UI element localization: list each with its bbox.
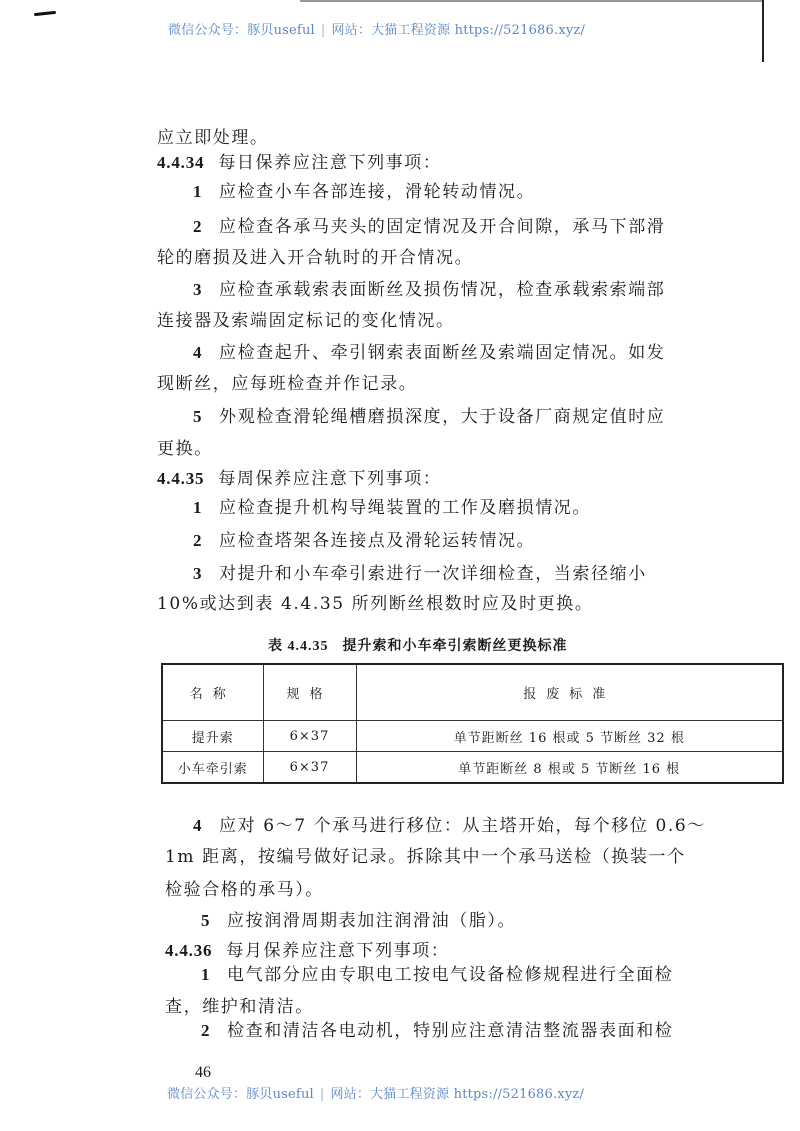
watermark-site: 网站：大猫工程资源 https://521686.xyz/ <box>330 1087 585 1102</box>
section-title: 每月保养应注意下列事项： <box>226 941 450 961</box>
section-title: 每日保养应注意下列事项： <box>218 153 442 173</box>
scan-mark <box>34 11 56 16</box>
scan-edge-right <box>762 0 764 62</box>
watermark-account: 微信公众号：豚贝useful <box>167 1087 314 1102</box>
list-item-continuation: 更换。 <box>157 439 213 459</box>
list-item: 4 应对 6～7 个承马进行移位：从主塔开始，每个移位 0.6～ <box>193 816 706 836</box>
watermark-separator: | <box>320 23 326 38</box>
list-item-continuation: 10%或达到表 4.4.35 所列断丝根数时应及时更换。 <box>157 594 594 614</box>
header-spec: 规格 <box>263 664 356 721</box>
cell-spec: 6×37 <box>263 721 356 752</box>
header-scrap-standard: 报废标准 <box>356 664 783 721</box>
list-item: 5 外观检查滑轮绳槽磨损深度，大于设备厂商规定值时应 <box>193 407 666 427</box>
section-number: 4.4.34 <box>157 153 205 172</box>
watermark-top <box>168 19 585 38</box>
table-row <box>162 752 783 784</box>
scan-edge-top <box>300 0 764 2</box>
list-item-continuation: 连接器及索端固定标记的变化情况。 <box>157 311 455 331</box>
section-heading-4-4-35 <box>157 468 442 490</box>
section-heading-4-4-36 <box>165 940 450 962</box>
header-name: 名称 <box>162 664 263 721</box>
list-item: 1 应检查小车各部连接，滑轮转动情况。 <box>193 182 536 202</box>
table-title: 提升索和小车牵引索断丝更换标准 <box>342 638 568 654</box>
table-row <box>162 721 783 752</box>
section-title: 每周保养应注意下列事项： <box>218 469 442 489</box>
section-number: 4.4.35 <box>157 469 205 488</box>
section-heading-4-4-34 <box>157 152 442 174</box>
list-item-continuation: 1m 距离，按编号做好记录。拆除其中一个承马送检（换装一个 <box>165 847 686 867</box>
table-header-row <box>162 664 783 721</box>
list-item: 3 应检查承载索表面断丝及损伤情况，检查承载索索端部 <box>193 280 666 300</box>
cell-name: 提升索 <box>162 721 263 752</box>
table-number: 表 4.4.35 <box>268 639 329 654</box>
list-item: 2 应检查塔架各连接点及滑轮运转情况。 <box>193 531 536 551</box>
list-item: 2 检查和清洁各电动机，特别应注意清洁整流器表面和检 <box>201 1021 674 1041</box>
list-item: 2 应检查各承马夹头的固定情况及开合间隙，承马下部滑 <box>193 217 666 237</box>
list-item: 3 对提升和小车牵引索进行一次详细检查，当索径缩小 <box>193 564 647 584</box>
list-item: 5 应按润滑周期表加注润滑油（脂）。 <box>201 911 517 931</box>
cell-spec: 6×37 <box>263 752 356 784</box>
list-item-continuation: 现断丝，应每班检查并作记录。 <box>157 374 418 394</box>
watermark-bottom <box>167 1083 584 1102</box>
cell-standard: 单节距断丝 16 根或 5 节断丝 32 根 <box>356 721 783 752</box>
cell-name: 小车牵引索 <box>162 752 263 784</box>
section-number: 4.4.36 <box>165 941 213 960</box>
replacement-standard-table <box>161 663 784 784</box>
list-item-continuation: 轮的磨损及进入开合轨时的开合情况。 <box>157 248 474 268</box>
list-item-continuation: 查，维护和清洁。 <box>165 997 314 1017</box>
watermark-site: 网站：大猫工程资源 https://521686.xyz/ <box>331 23 586 38</box>
lead-in-text: 应立即处理。 <box>157 128 269 148</box>
list-item: 4 应检查起升、牵引钢索表面断丝及索端固定情况。如发 <box>193 343 666 363</box>
list-item: 1 电气部分应由专职电工按电气设备检修规程进行全面检 <box>201 965 674 985</box>
watermark-separator: | <box>319 1087 325 1102</box>
list-item: 1 应检查提升机构导绳装置的工作及磨损情况。 <box>193 498 591 518</box>
list-item-continuation: 检验合格的承马）。 <box>165 880 324 900</box>
table-caption <box>268 635 568 655</box>
cell-standard: 单节距断丝 8 根或 5 节断丝 16 根 <box>356 752 783 784</box>
watermark-account: 微信公众号：豚贝useful <box>168 23 315 38</box>
page-number: 46 <box>195 1064 211 1081</box>
